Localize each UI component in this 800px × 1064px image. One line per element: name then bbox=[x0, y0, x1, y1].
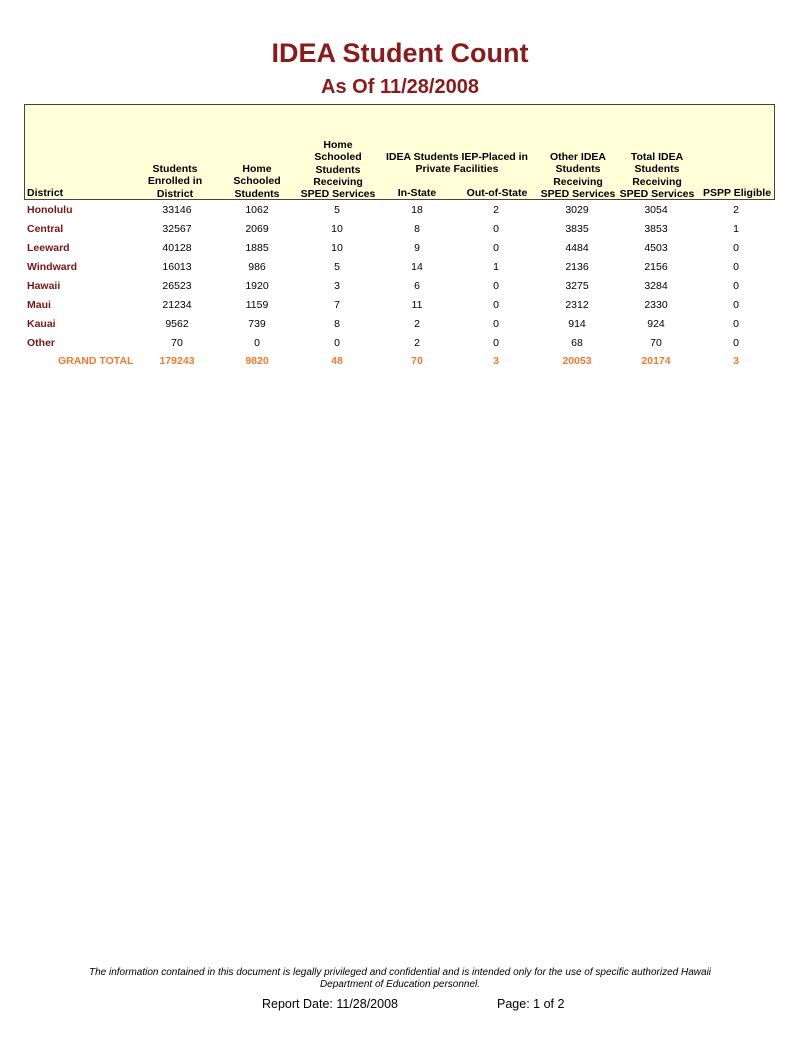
table-cell: 914 bbox=[568, 318, 586, 330]
table-cell: 0 bbox=[254, 337, 260, 349]
district-name: Windward bbox=[27, 261, 78, 273]
table-cell: 0 bbox=[493, 318, 499, 330]
district-name: Leeward bbox=[27, 242, 70, 254]
table-cell: 2136 bbox=[565, 261, 589, 273]
table-cell: 1159 bbox=[245, 299, 269, 311]
table-cell: 3284 bbox=[644, 280, 668, 292]
table-cell: 8 bbox=[414, 223, 420, 235]
table-header bbox=[24, 104, 775, 200]
table-cell: 2 bbox=[493, 204, 499, 216]
table-cell: 6 bbox=[414, 280, 420, 292]
report-date: Report Date: 11/28/2008 bbox=[262, 997, 398, 1011]
table-cell: 1 bbox=[493, 261, 499, 273]
table-cell: 3 bbox=[334, 280, 340, 292]
table-cell: 1920 bbox=[245, 280, 269, 292]
grand-total-cell: 70 bbox=[411, 355, 423, 367]
district-name: Hawaii bbox=[27, 280, 61, 292]
table-cell: 21234 bbox=[162, 299, 192, 311]
table-cell: 9562 bbox=[165, 318, 189, 330]
table-cell: 2069 bbox=[245, 223, 269, 235]
grand-total-cell: 3 bbox=[733, 355, 739, 367]
table-cell: 7 bbox=[334, 299, 340, 311]
header-out-of-state: Out-of-State bbox=[466, 187, 528, 199]
table-cell: 4503 bbox=[644, 242, 668, 254]
table-cell: 2312 bbox=[565, 299, 589, 311]
table-cell: 3275 bbox=[565, 280, 589, 292]
table-cell: 1062 bbox=[245, 204, 269, 216]
table-cell: 924 bbox=[647, 318, 665, 330]
report-title: IDEA Student Count bbox=[271, 38, 529, 68]
table-cell: 0 bbox=[493, 223, 499, 235]
header-home-schooled: Home Schooled Students bbox=[233, 163, 281, 200]
report-subtitle: As Of 11/28/2008 bbox=[321, 76, 479, 98]
district-name: Honolulu bbox=[27, 204, 73, 216]
table-cell: 18 bbox=[411, 204, 423, 216]
table-cell: 70 bbox=[650, 337, 662, 349]
header-in-state: In-State bbox=[397, 187, 437, 199]
table-cell: 3853 bbox=[644, 223, 668, 235]
table-cell: 5 bbox=[334, 261, 340, 273]
header-other-idea: Other IDEA Students Receiving SPED Services bbox=[540, 151, 616, 200]
grand-total-cell: 9820 bbox=[245, 355, 269, 367]
table-cell: 14 bbox=[411, 261, 423, 273]
table-cell: 3835 bbox=[565, 223, 589, 235]
table-cell: 739 bbox=[248, 318, 266, 330]
table-cell: 0 bbox=[733, 299, 739, 311]
header-enrolled: Students Enrolled in District bbox=[147, 163, 203, 200]
table-cell: 10 bbox=[331, 223, 343, 235]
header-district: District bbox=[27, 187, 64, 199]
table-cell: 0 bbox=[733, 337, 739, 349]
table-cell: 2156 bbox=[644, 261, 668, 273]
header-home-sped: Home Schooled Students Receiving SPED Services bbox=[300, 139, 376, 201]
table-cell: 2330 bbox=[644, 299, 668, 311]
table-cell: 40128 bbox=[162, 242, 192, 254]
grand-total-cell: 20053 bbox=[562, 355, 592, 367]
table-cell: 0 bbox=[493, 242, 499, 254]
district-name: Central bbox=[27, 223, 64, 235]
table-cell: 0 bbox=[733, 261, 739, 273]
table-cell: 70 bbox=[171, 337, 183, 349]
header-iep-placed: IDEA Students IEP-Placed in Private Facilities bbox=[386, 151, 528, 176]
table-cell: 0 bbox=[733, 318, 739, 330]
table-cell: 9 bbox=[414, 242, 420, 254]
grand-total-cell: 179243 bbox=[159, 355, 195, 367]
table-cell: 1885 bbox=[245, 242, 269, 254]
table-cell: 3029 bbox=[565, 204, 589, 216]
table-cell: 0 bbox=[733, 242, 739, 254]
grand-total-cell: 20174 bbox=[641, 355, 671, 367]
district-name: Other bbox=[27, 337, 56, 349]
table-cell: 32567 bbox=[162, 223, 192, 235]
disclaimer: The information contained in this document is legally privileged and confidential and is intended only for the use of specific authorized Hawaii Department of Education personnel. bbox=[88, 967, 712, 990]
table-cell: 33146 bbox=[162, 204, 192, 216]
table-cell: 2 bbox=[733, 204, 739, 216]
district-name: Kauai bbox=[27, 318, 56, 330]
table-cell: 5 bbox=[334, 204, 340, 216]
page-number: Page: 1 of 2 bbox=[497, 997, 565, 1011]
table-cell: 0 bbox=[493, 337, 499, 349]
header-pspp: PSPP Eligible bbox=[702, 187, 772, 199]
table-cell: 0 bbox=[493, 280, 499, 292]
header-total-idea: Total IDEA Students Receiving SPED Services bbox=[619, 151, 695, 200]
table-cell: 10 bbox=[331, 242, 343, 254]
grand-total-cell: 3 bbox=[493, 355, 499, 367]
table-cell: 1 bbox=[733, 223, 739, 235]
table-cell: 2 bbox=[414, 337, 420, 349]
district-name: Maui bbox=[27, 299, 51, 311]
table-cell: 8 bbox=[334, 318, 340, 330]
table-cell: 2 bbox=[414, 318, 420, 330]
grand-total-cell: 48 bbox=[331, 355, 343, 367]
table-cell: 16013 bbox=[162, 261, 192, 273]
table-cell: 4484 bbox=[565, 242, 589, 254]
table-cell: 0 bbox=[733, 280, 739, 292]
table-cell: 68 bbox=[571, 337, 583, 349]
table-cell: 26523 bbox=[162, 280, 192, 292]
table-cell: 986 bbox=[248, 261, 266, 273]
table-cell: 0 bbox=[334, 337, 340, 349]
table-cell: 11 bbox=[411, 299, 423, 311]
table-cell: 3054 bbox=[644, 204, 668, 216]
grand-total-label: GRAND TOTAL bbox=[58, 355, 134, 367]
table-cell: 0 bbox=[493, 299, 499, 311]
